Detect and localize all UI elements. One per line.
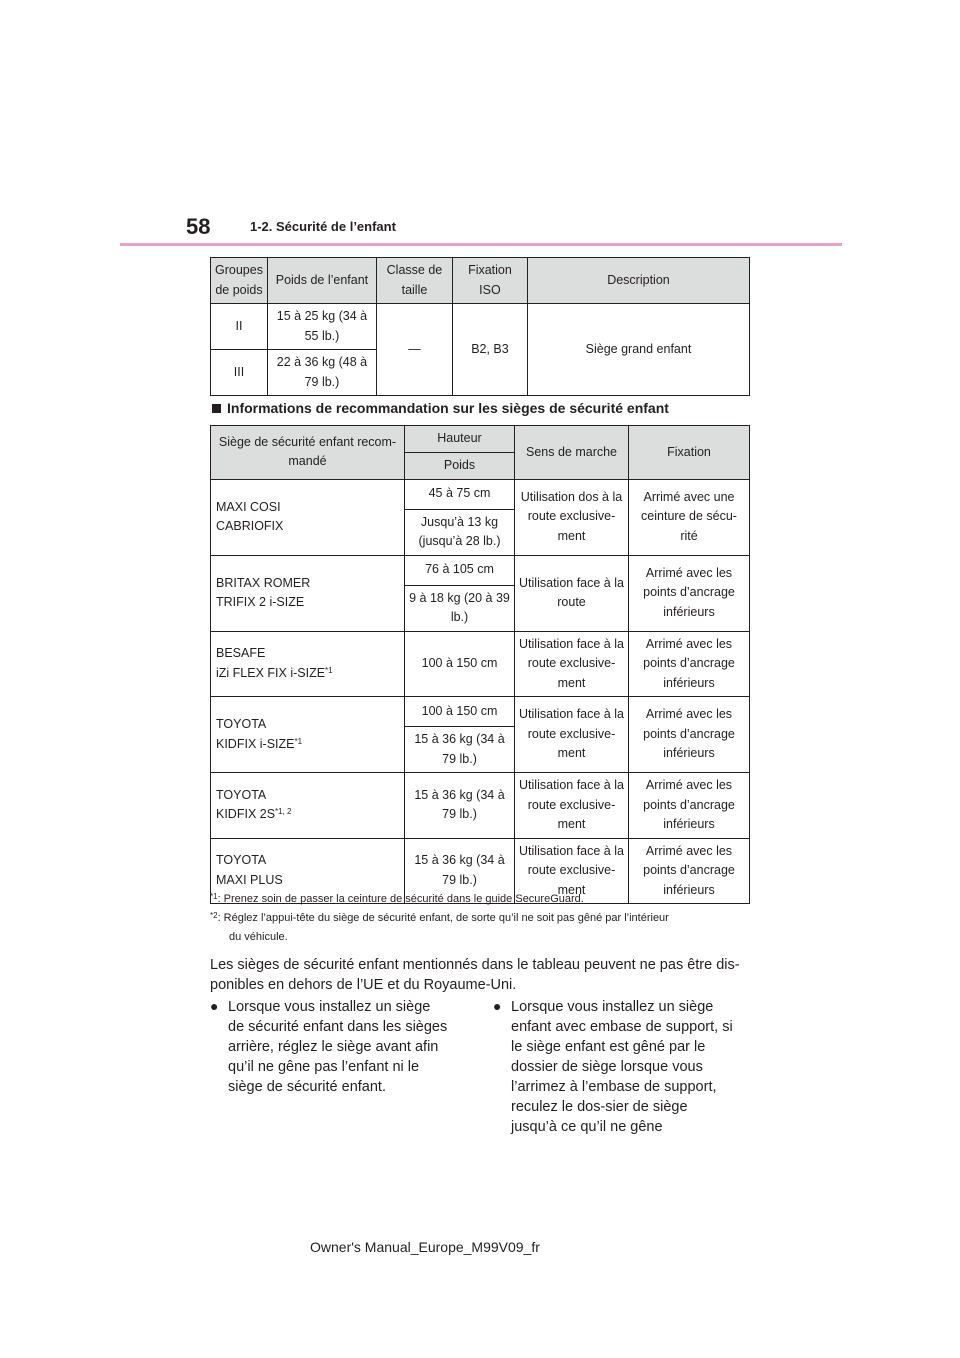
weight-group-table — [210, 257, 750, 396]
bullet-item — [210, 997, 450, 1097]
table1-header: Groupes de poids — [211, 258, 268, 304]
footnotes — [210, 890, 750, 947]
direction-cell: Utilisation face à la route exclusive-ment — [515, 838, 629, 904]
footnote-text: : Réglez l’appui-tête du siège de sécurité enfant, de sorte qu’il ne soit pas gêné par l’intérieur — [217, 912, 669, 924]
seat-model-text: iZi FLEX FIX i-SIZE — [216, 665, 326, 680]
direction-cell: Utilisation face à la route exclusive-ment — [515, 631, 629, 697]
table2-header: Sens de marche — [515, 426, 629, 480]
table-cell: 22 à 36 kg (48 à 79 lb.) — [267, 350, 376, 396]
table-cell: 100 à 150 cm — [405, 631, 515, 697]
weight-cell: 15 à 36 kg (34 à 79 lb.) — [405, 727, 515, 773]
height-cell: 45 à 75 cm — [405, 479, 515, 509]
table-row — [211, 773, 750, 839]
seat-brand: BESAFE — [216, 646, 266, 661]
table-cell: — — [376, 304, 452, 396]
table1-header: Fixation ISO — [452, 258, 527, 304]
fixation-cell: Arrimé avec les points d’ancrage inférieurs — [629, 631, 750, 697]
seat-name-cell — [211, 697, 405, 773]
weight-cell: 9 à 18 kg (20 à 39 lb.) — [405, 585, 515, 631]
fixation-cell: Arrimé avec les points d’ancrage inférieurs — [629, 773, 750, 839]
seat-brand: BRITAX ROMER — [216, 575, 311, 590]
table-row — [211, 479, 750, 509]
table1-header: Poids de l’enfant — [267, 258, 376, 304]
table-cell: 15 à 36 kg (34 à 79 lb.) — [405, 773, 515, 839]
footnote-text: : Prenez soin de passer la ceinture de sécurité dans le guide SecureGuard. — [217, 893, 584, 905]
seat-model-text: TRIFIX 2 i-SIZE — [216, 595, 305, 609]
table-cell: III — [211, 350, 268, 396]
page-number: 58 — [186, 214, 211, 239]
section-heading — [212, 400, 669, 416]
bullet-text: Lorsque vous installez un siège de sécurité enfant dans les sièges arrière, réglez le siège avant afin qu’il ne gêne pas l’enfant ni le siège de sécurité enfant. — [228, 999, 448, 1095]
table-cell: B2, B3 — [452, 304, 527, 396]
footnote — [210, 909, 750, 947]
direction-cell: Utilisation dos à la route exclusive-ment — [515, 479, 629, 555]
footnote-text: du véhicule. — [229, 931, 288, 943]
table-row — [211, 697, 750, 727]
recommendation-table — [210, 425, 750, 904]
square-bullet-icon — [212, 404, 221, 413]
direction-cell: Utilisation face à la route exclusive-ment — [515, 697, 629, 773]
table-cell: 15 à 25 kg (34 à 55 lb.) — [267, 304, 376, 350]
seat-model — [216, 735, 400, 755]
direction-cell: Utilisation face à la route exclusive-ment — [515, 773, 629, 839]
seat-brand: TOYOTA — [216, 787, 267, 802]
footnote-mark: *1 — [210, 892, 218, 901]
table1-header: Description — [527, 258, 749, 304]
seat-model — [216, 805, 400, 825]
seat-brand: MAXI COSI — [216, 499, 281, 514]
height-cell: 76 à 105 cm — [405, 555, 515, 585]
bullet-text: Lorsque vous installez un siège enfant avec embase de support, si le siège enfant est gêné par le dossier de siège lorsque vous l’arrimez à l’embase de support, reculez le dos-sier de siège jusqu’à ce qu’il ne gêne — [511, 999, 733, 1135]
bullet-icon: ● — [493, 998, 502, 1014]
seat-model-text: MAXI PLUS — [216, 872, 283, 887]
fixation-cell: Arrimé avec les points d’ancrage inférieurs — [629, 555, 750, 631]
table-cell: Siège grand enfant — [527, 304, 749, 396]
seat-brand: TOYOTA — [216, 853, 267, 868]
seat-model — [216, 871, 400, 891]
footnote-ref: *1 — [294, 736, 303, 746]
footnote-ref: *1 — [325, 665, 333, 675]
seat-model-text: KIDFIX i-SIZE — [216, 736, 295, 751]
table-cell: 15 à 36 kg (34 à 79 lb.) — [405, 838, 515, 904]
seat-name-cell — [211, 773, 405, 839]
table2-header: Poids — [405, 453, 515, 480]
seat-name-cell — [211, 479, 405, 555]
footer-text: Owner's Manual_Europe_M99V09_fr — [310, 1239, 540, 1255]
fixation-cell: Arrimé avec les points d’ancrage inférieurs — [629, 838, 750, 904]
footnote-mark: *2 — [210, 911, 218, 920]
height-cell: 100 à 150 cm — [405, 697, 515, 727]
seat-model — [216, 593, 400, 613]
fixation-cell: Arrimé avec les points d’ancrage inférieurs — [629, 697, 750, 773]
direction-cell: Utilisation face à la route — [515, 555, 629, 631]
seat-model-text: CABRIOFIX — [216, 519, 284, 533]
seat-model-text: KIDFIX 2S — [216, 807, 276, 822]
seat-model — [216, 517, 400, 537]
bullet-item — [493, 997, 733, 1137]
fixation-cell: Arrimé avec une ceinture de sécu-rité — [629, 479, 750, 555]
table2-header: Siège de sécurité enfant recom-mandé — [211, 426, 405, 480]
availability-paragraph: Les sièges de sécurité enfant mentionnés dans le tableau peuvent ne pas être dis-ponibles en dehors de l’UE et du Royaume-Uni. — [210, 957, 740, 993]
table-cell: II — [211, 304, 268, 350]
seat-name-cell — [211, 631, 405, 697]
weight-cell: Jusqu’à 13 kg (jusqu’à 28 lb.) — [405, 509, 515, 555]
table2-header: Hauteur — [405, 426, 515, 453]
heading-text: Informations de recommandation sur les sièges de sécurité enfant — [227, 400, 669, 416]
table-row — [211, 555, 750, 585]
seat-brand: TOYOTA — [216, 717, 267, 731]
section-title: 1-2. Sécurité de l’enfant — [250, 219, 396, 234]
footnote — [210, 890, 750, 909]
bullet-icon: ● — [210, 998, 219, 1014]
header-rule — [120, 243, 842, 246]
seat-name-cell — [211, 555, 405, 631]
table-row — [211, 631, 750, 697]
table2-header: Fixation — [629, 426, 750, 480]
footnote-ref: *1, 2 — [275, 807, 292, 817]
seat-model — [216, 664, 400, 684]
table1-header: Classe de taille — [376, 258, 452, 304]
